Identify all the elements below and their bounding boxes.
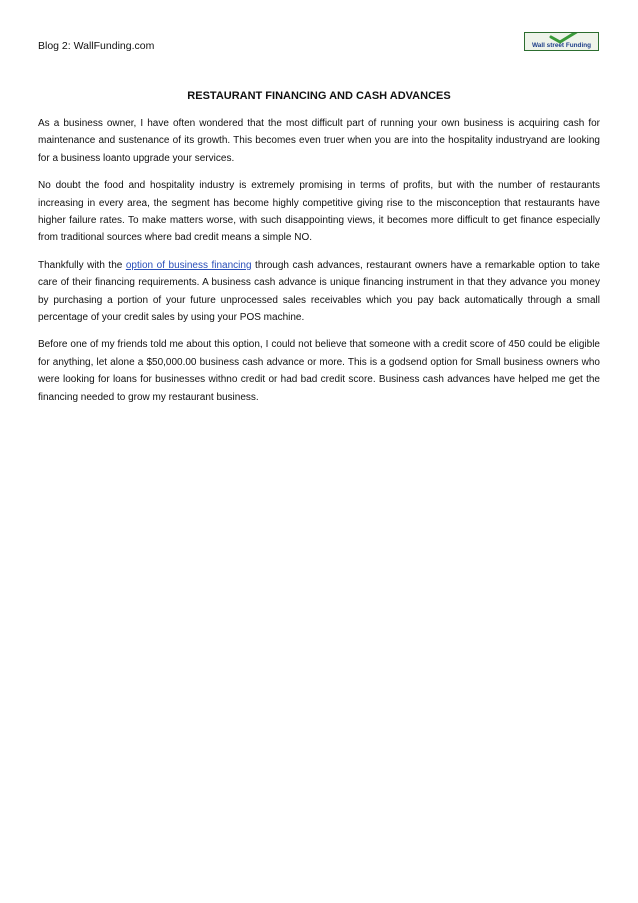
article-body bbox=[38, 115, 600, 416]
paragraph-1: As a business owner, I have often wondered that the most difficult part of running your own business is acquiring cash for maintenance and sustenance of its growth. This becomes even truer when you are into the hospitality industryand are looking for a business loanto upgrade your services. bbox=[38, 118, 600, 164]
paragraph-3 bbox=[38, 257, 600, 327]
logo-text: Wall street Funding bbox=[531, 42, 592, 49]
article-title: RESTAURANT FINANCING AND CASH ADVANCES bbox=[187, 90, 451, 102]
paragraph-4: Before one of my friends told me about this option, I could not believe that someone with a credit score of 450 could be eligible for anything, let alone a $50,000.00 business cash advance or more. This is a godsend option for Small business owners who were looking for loans for businesses withno credit or had bad credit score. Business cash advances have helped me get the financing needed to grow my restaurant business. bbox=[38, 339, 600, 403]
business-financing-link[interactable]: option of business financing bbox=[125, 259, 252, 271]
paragraph-3-intro: Thankfully with the bbox=[38, 259, 126, 271]
paragraph-2: No doubt the food and hospitality industry is extremely promising in terms of profits, but with the number of restaurants increasing in every area, the segment has become highly competitive giving rise to the misconception that restaurants have higher failure rates. To make matters worse, with such disappointing views, it becomes more difficult to get finance especially from traditional sources where bad credit means a simple NO. bbox=[38, 180, 600, 244]
header-label: Blog 2: WallFunding.com bbox=[38, 40, 155, 52]
wall-street-funding-logo bbox=[524, 32, 599, 51]
paragraph-3-rest: through cash advances, restaurant owners have a remarkable option to take care of their financing requirements. A business cash advance is unique financing instrument in that they advance you money by purchasing a portion of your future unprocessed sales receivables which you pay back automatically through a small percentage of your credit sales by using your POS machine. bbox=[38, 259, 600, 324]
